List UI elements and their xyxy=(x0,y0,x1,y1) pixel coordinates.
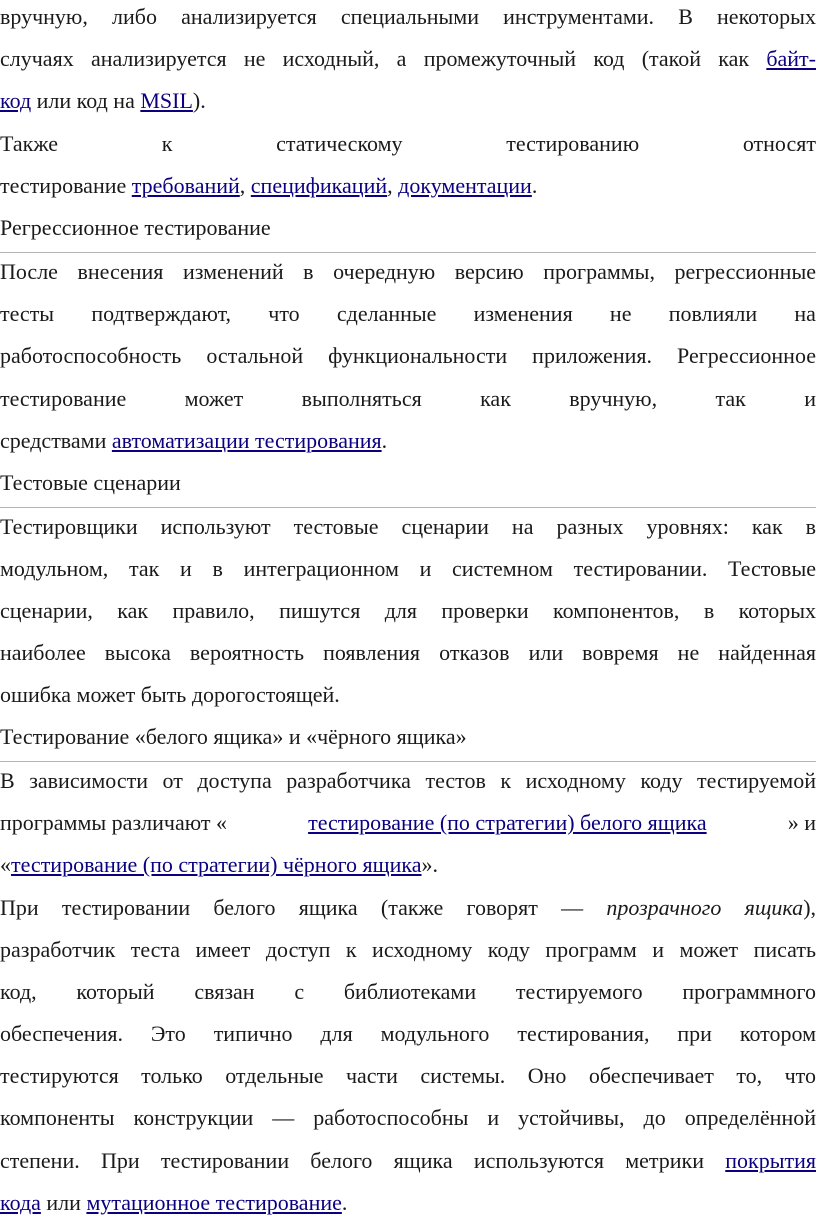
text: средствами xyxy=(0,428,112,453)
text: программы различают « xyxy=(0,810,227,835)
word: с xyxy=(294,979,305,1004)
text: . xyxy=(381,428,388,453)
word: тестируемого xyxy=(515,979,643,1004)
word: относят xyxy=(742,131,816,156)
text: тестирование xyxy=(0,173,132,198)
paragraph-line: сценарии, как правило, пишутся для проверки компонентов, в которых xyxy=(0,598,816,623)
text: » и xyxy=(787,810,816,835)
link-specifications[interactable]: спецификаций xyxy=(250,173,388,198)
text: , xyxy=(387,173,399,198)
link-mutation-testing[interactable]: мутационное тестирование xyxy=(86,1190,342,1215)
link-bytecode[interactable]: байт- xyxy=(766,46,816,71)
paragraph-line: тестируются только отдельные части системы. Оно обеспечивает то, что xyxy=(0,1063,816,1088)
text: При тестировании белого ящика (также говорят — xyxy=(0,895,607,920)
word: библиотеками xyxy=(343,979,477,1004)
word: анализируется xyxy=(181,4,317,29)
word: на xyxy=(794,301,816,326)
word: не xyxy=(609,301,632,326)
paragraph-line: компоненты конструкции — работоспособны и устойчивы, до определённой xyxy=(0,1105,816,1130)
heading-divider xyxy=(0,761,816,762)
paragraph-line xyxy=(0,1148,816,1174)
paragraph-line xyxy=(0,301,816,327)
text: , xyxy=(239,173,251,198)
section-heading: Регрессионное тестирование xyxy=(0,215,271,240)
word: вручную, xyxy=(569,386,658,411)
word: что xyxy=(268,301,300,326)
paragraph-line xyxy=(0,895,816,921)
paragraph-line xyxy=(0,386,816,412)
word: как xyxy=(480,386,511,411)
text: или xyxy=(40,1190,87,1215)
paragraph-line xyxy=(0,852,816,878)
word: к xyxy=(161,131,173,156)
word: вручную, xyxy=(0,4,88,29)
text: случаях анализируется не исходный, а промежуточный код (такой как xyxy=(0,46,767,71)
link-black-box[interactable]: тестирование (по стратегии) чёрного ящика xyxy=(11,852,422,877)
link-white-box[interactable]: тестирование (по стратегии) белого ящика xyxy=(308,810,707,835)
link-msil[interactable]: MSIL xyxy=(140,88,193,113)
word: так xyxy=(715,386,746,411)
link-code-coverage[interactable]: покрытия xyxy=(725,1148,816,1173)
text: или код на xyxy=(31,88,141,113)
paragraph-line xyxy=(0,131,816,157)
word: изменения xyxy=(473,301,573,326)
word: повлияли xyxy=(668,301,758,326)
word: статическому xyxy=(276,131,403,156)
paragraph-line xyxy=(0,979,816,1005)
paragraph-line: наиболее высока вероятность появления отказов или вовремя не найденная xyxy=(0,640,816,665)
paragraph-line xyxy=(0,428,816,454)
paragraph-line xyxy=(0,173,816,199)
paragraph-line: работоспособность остальной функциональности приложения. Регрессионное xyxy=(0,343,816,368)
word: выполняться xyxy=(301,386,422,411)
text: степени. При тестировании белого ящика используются метрики xyxy=(0,1148,726,1173)
word: связан xyxy=(194,979,255,1004)
word: тестированию xyxy=(506,131,640,156)
link-test-automation[interactable]: автоматизации тестирования xyxy=(111,428,382,453)
word: код, xyxy=(0,979,37,1004)
text: . xyxy=(531,173,538,198)
text: « xyxy=(0,852,11,877)
word: специальными xyxy=(340,4,479,29)
section-heading: Тестовые сценарии xyxy=(0,470,181,495)
word: сделанные xyxy=(336,301,437,326)
paragraph-line: разработчик теста имеет доступ к исходному коду программ и может писать xyxy=(0,937,816,962)
text: ). xyxy=(192,88,206,113)
paragraph-line: После внесения изменений в очередную версию программы, регрессионные xyxy=(0,259,816,284)
word: который xyxy=(76,979,155,1004)
heading-divider xyxy=(0,252,816,253)
word: подтверждают, xyxy=(91,301,232,326)
paragraph-line xyxy=(0,46,816,72)
word: либо xyxy=(112,4,157,29)
heading-divider xyxy=(0,507,816,508)
paragraph-line: модульном, так и в интеграционном и системном тестировании. Тестовые xyxy=(0,556,816,581)
text: ), xyxy=(803,895,816,920)
paragraph-line xyxy=(0,4,816,30)
word: тесты xyxy=(0,301,55,326)
link-code-coverage-cont[interactable]: кода xyxy=(0,1190,41,1215)
paragraph-line: Тестировщики используют тестовые сценарии на разных уровнях: как в xyxy=(0,514,816,539)
paragraph-line xyxy=(0,88,816,114)
italic-term: прозрачного ящика xyxy=(606,895,804,920)
paragraph-line: обеспечения. Это типично для модульного тестирования, при котором xyxy=(0,1021,816,1046)
paragraph-line: В зависимости от доступа разработчика тестов к исходному коду тестируемой xyxy=(0,768,816,793)
text: . xyxy=(341,1190,348,1215)
paragraph-line xyxy=(0,810,816,836)
word: тестирование xyxy=(0,386,127,411)
word: инструментами. xyxy=(503,4,655,29)
word: Также xyxy=(0,131,59,156)
word: программного xyxy=(682,979,816,1004)
paragraph-line: ошибка может быть дорогостоящей. xyxy=(0,682,340,707)
link-bytecode-cont[interactable]: код xyxy=(0,88,32,113)
link-documentation[interactable]: документации xyxy=(398,173,532,198)
word: В xyxy=(678,4,693,29)
section-heading: Тестирование «белого ящика» и «чёрного ящика» xyxy=(0,724,467,749)
word: и xyxy=(804,386,816,411)
paragraph-line xyxy=(0,1190,816,1216)
link-requirements[interactable]: требований xyxy=(131,173,240,198)
word: некоторых xyxy=(717,4,816,29)
text: ». xyxy=(421,852,439,877)
word: может xyxy=(184,386,244,411)
